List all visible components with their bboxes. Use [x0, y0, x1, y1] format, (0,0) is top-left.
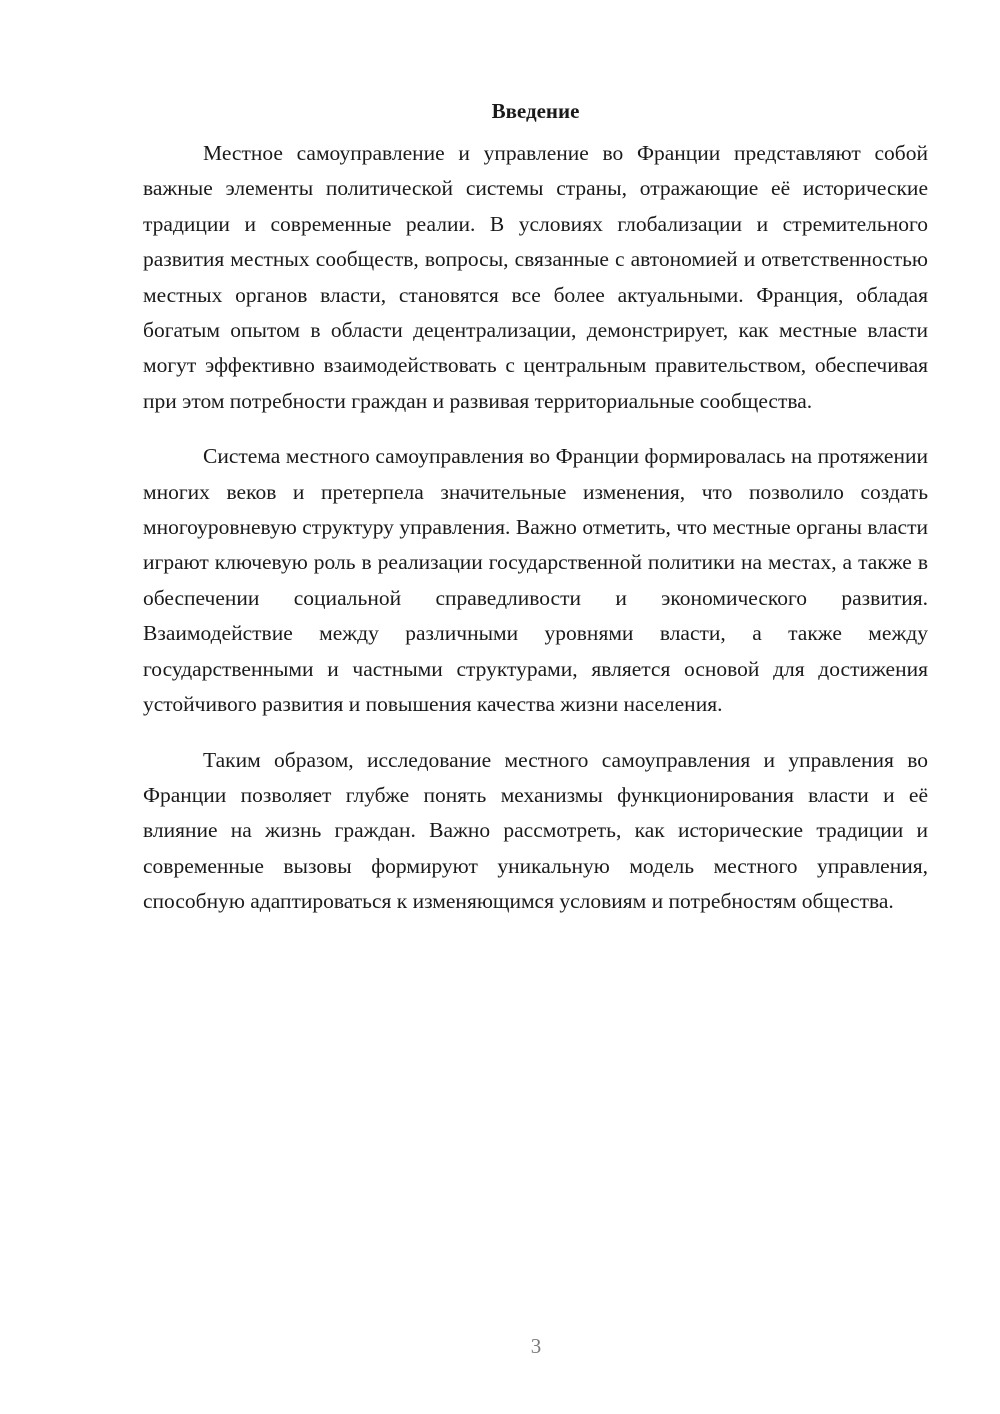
paragraph-2: Система местного самоуправления во Франции формировалась на протяжении многих веков и претерпела значительные изменения, что позволило создать многоуровневую структуру управления. Важно отметить, что местные органы власти играют ключевую роль в реализации государственной политики на местах, а также в обеспечении социальной справедливости и экономического развития. Взаимодействие между различными уровнями власти, а также между государственными и частными структурами, является основой для достижения устойчивого развития и повышения качества жизни населения. [143, 444, 928, 717]
page-content [143, 96, 928, 940]
paragraph-1: Местное самоуправление и управление во Франции представляют собой важные элементы политической системы страны, отражающие её исторические традиции и современные реалии. В условиях глобализации и стремительного развития местных сообществ, вопросы, связанные с автономией и ответственностью местных органов власти, становятся все более актуальными. Франция, обладая богатым опытом в области децентрализации, демонстрирует, как местные власти могут эффективно взаимодействовать с центральным правительством, обеспечивая при этом потребности граждан и развивая территориальные сообщества. [143, 141, 928, 413]
paragraph-3: Таким образом, исследование местного самоуправления и управления во Франции позволяет глубже понять механизмы функционирования власти и её влияние на жизнь граждан. Важно рассмотреть, как исторические традиции и современные вызовы формируют уникальную модель местного управления, способную адаптироваться к изменяющимся условиям и потребностям общества. [143, 747, 928, 914]
section-title: Введение [491, 99, 580, 123]
page-number: 3 [530, 1334, 542, 1358]
